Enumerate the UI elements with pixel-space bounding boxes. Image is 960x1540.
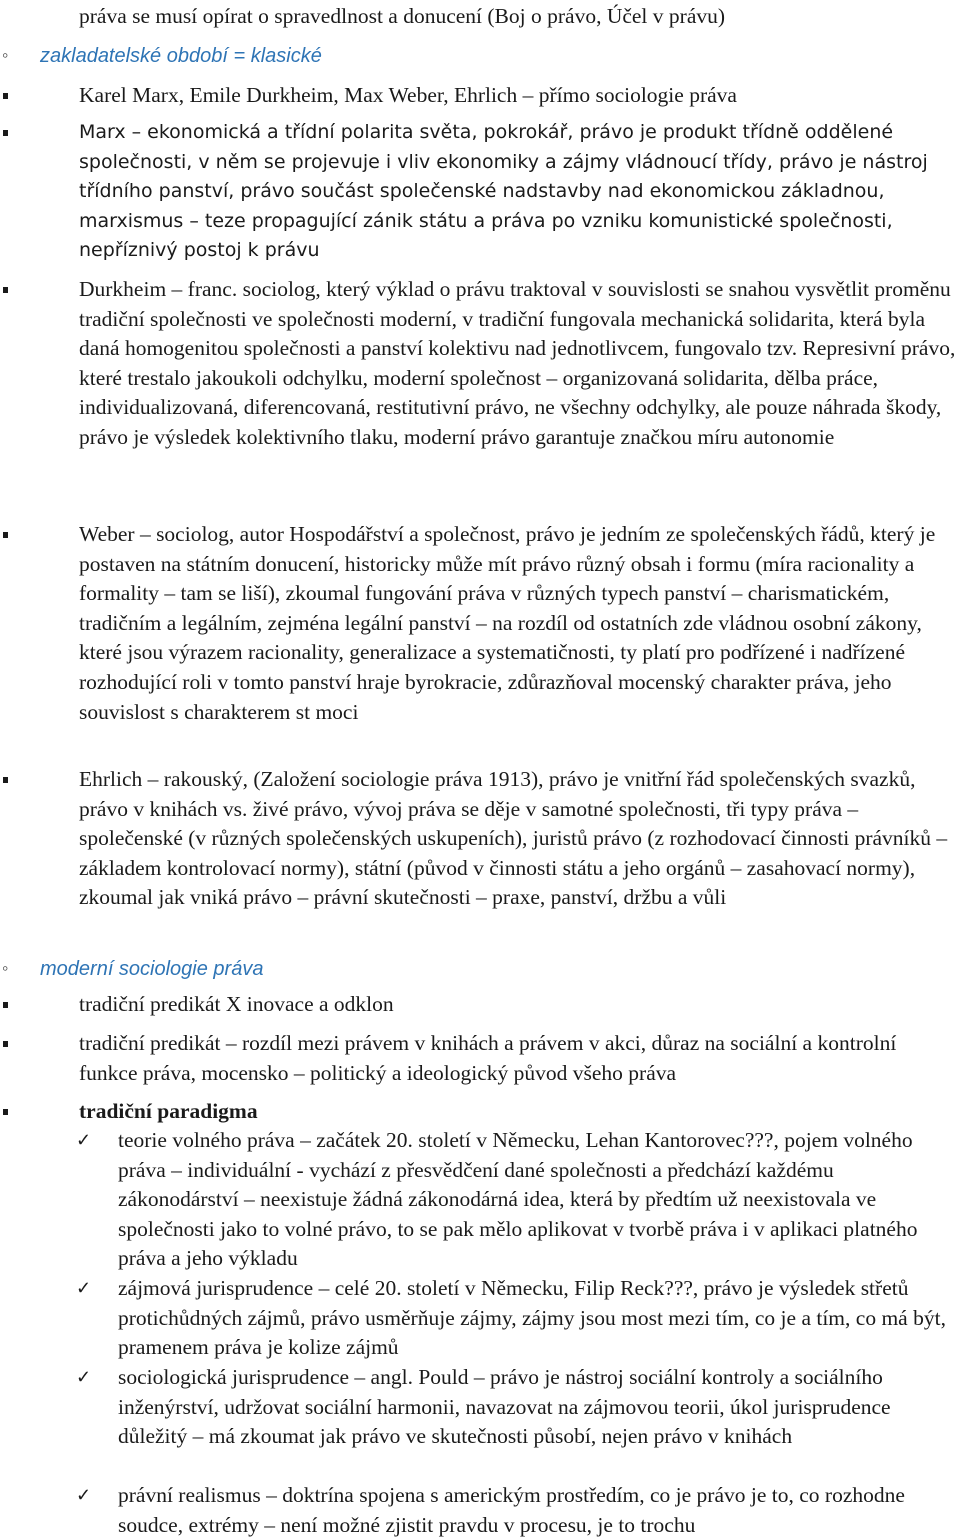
section-heading-classic: ◦ zakladatelské období = klasické xyxy=(0,41,322,72)
sub-item-sociological-jurisprudence: ✓ sociologická jurisprudence – angl. Pould – právo je nástroj sociální kontroly a sociálního inženýrství, udržovat sociální harmonii, navazovat na zájmovou teorii, úkol jurisprudence důležitý – má zkoumat jak právo ve skutečnosti působí, nejen právo v knihách xyxy=(76,1365,891,1449)
top-paragraph: práva se musí opírat o spravedlnost a donucení (Boj o právo, Účel v právu) xyxy=(79,4,726,28)
section-heading-modern: ◦ moderní sociologie práva xyxy=(0,954,263,985)
square-bullet-icon xyxy=(3,93,8,99)
checkmark-bullet-icon: ✓ xyxy=(76,1278,92,1298)
list-item: tradiční predikát X inovace a odklon xyxy=(79,990,957,1020)
list-item-durkheim: Durkheim – franc. sociolog, který výklad o právu traktoval v souvislosti se snahou vysvětlit proměnu tradiční společnosti ve společnosti moderní, v tradiční fungovala mechanická solidarita, která byla daná homogenitou společnosti a panství kolektivu nad jednotlivcem, fungovalo tzv. Represivní právo, které trestalo jakoukoli odchylku, moderní společnost – organizovaná solidarita, dělba práce, individualizovaná, diferencovaná, restitutivní právo, ne všechny odchylky, ale pouze náhrada škody, právo je výsledek kolektivního tlaku, moderní právo garantuje značkou míru autonomie xyxy=(79,275,957,453)
square-bullet-icon xyxy=(3,777,8,783)
square-bullet-icon xyxy=(3,532,8,538)
sub-item-free-law: ✓ teorie volného práva – začátek 20. století v Německu, Lehan Kantorovec???, pojem volného práva – individuální - vychází z přesvědčení dané společnosti a předchází každému zákonodárství – neexistuje žádná zákonodárná idea, která by předtím už neexistovala ve společnosti jako to volné právo, to se pak mělo aplikovat v tvorbě práva i v aplikaci platného práva a jeho výkladu xyxy=(76,1128,918,1271)
list-item: Karel Marx, Emile Durkheim, Max Weber, Ehrlich – přímo sociologie práva xyxy=(79,81,957,111)
list-item-ehrlich: Ehrlich – rakouský, (Založení sociologie práva 1913), právo je vnitřní řád společenských svazků, právo v knihách vs. živé právo, vývoj práva se děje v samotné společnosti, tři typy práva – společenské (v různých společenských uskupeních), juristů právo (z rozhodovací činnosti právníků – základem kontrolovací normy), státní (původ v činnosti státu a jeho orgánů – zasahovací normy), zkoumal jak vniká právo – právní skutečnosti – praxe, panství, držbu a vůli xyxy=(79,765,957,913)
circle-bullet-icon: ◦ xyxy=(2,958,9,978)
checkmark-bullet-icon: ✓ xyxy=(76,1485,92,1505)
list-item-marx: Marx – ekonomická a třídní polarita světa, pokrokář, právo je produkt třídně oddělené společnosti, v něm se projevuje i vliv ekonomiky a zájmy vládnoucí třídy, právo je nástroj třídního panství, právo součást společenské nadstavby nad ekonomickou základnou, marxismus – teze propagující zánik státu a práva po vzniku komunistické společnosti, nepříznivý postoj k právu xyxy=(79,118,957,266)
square-bullet-icon xyxy=(3,1041,8,1047)
sub-item-interest-jurisprudence: ✓ zájmová jurisprudence – celé 20. století v Německu, Filip Reck???, právo je výsledek střetů protichůdných zájmů, právo usměrňuje zájmy, zájmy jsou most mezi tím, co je a tím, co má být, pramenem práva je kolize zájmů xyxy=(76,1276,946,1360)
square-bullet-icon xyxy=(3,1109,8,1115)
circle-bullet-icon: ◦ xyxy=(2,45,9,65)
square-bullet-icon xyxy=(3,287,8,293)
square-bullet-icon xyxy=(3,1002,8,1008)
checkmark-bullet-icon: ✓ xyxy=(76,1130,92,1150)
list-item-paradigm: tradiční paradigma xyxy=(79,1097,957,1127)
checkmark-bullet-icon: ✓ xyxy=(76,1367,92,1387)
list-item-weber: Weber – sociolog, autor Hospodářství a společnost, právo je jedním ze společenských řádů, který je postaven na státním donucení, historicky může mít právo různý obsah i formu (míra racionality a formality – tam se liší), zkoumal fungování práva v různých typech panství – charismatickém, tradičním a legálním, zejména legální panství – na rozdíl od ostatních zde vládnou osobní zákony, které jsou výrazem racionality, generalizace a systematičnosti, ty platí pro podřízené i nadřízené rozhodující roli v tomto panství hraje byrokracie, zdůrazňoval mocenský charakter práva, jeho souvislost s charakterem st moci xyxy=(79,520,957,727)
square-bullet-icon xyxy=(3,130,8,136)
list-item: tradiční predikát – rozdíl mezi právem v knihách a právem v akci, důraz na sociální a kontrolní funkce práva, mocensko – politický a ideologický původ všeho práva xyxy=(79,1029,957,1088)
sub-item-legal-realism: ✓ právní realismus – doktrína spojena s americkým prostředím, co je právo je to, co rozhodne soudce, extrémy – není možné zjistit pravdu v procesu, je to trochu xyxy=(76,1483,905,1537)
